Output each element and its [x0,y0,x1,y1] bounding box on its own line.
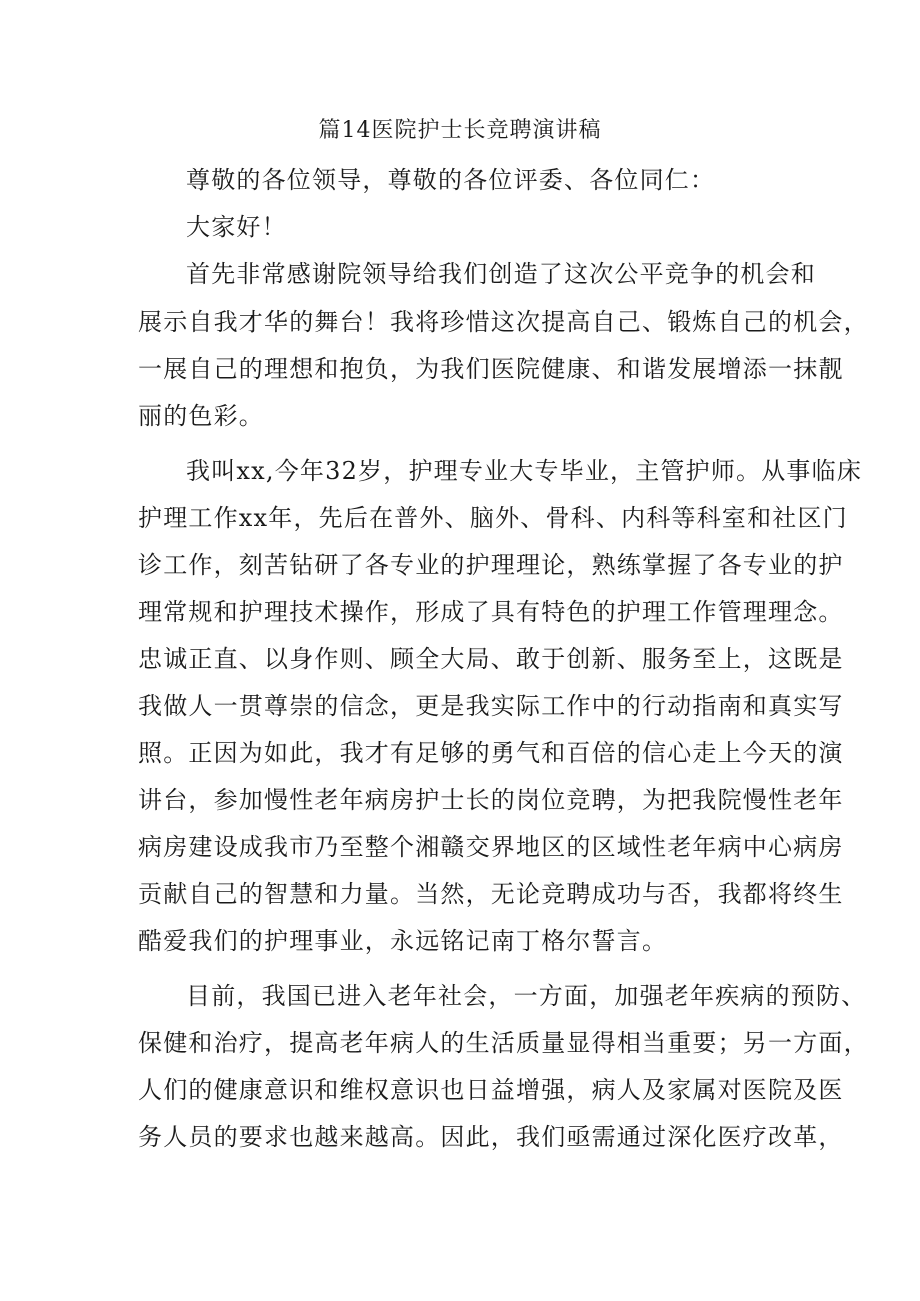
paragraph-3-line-4: 务人员的要求也越来越高。因此，我们亟需通过深化医疗改革， [138,1123,844,1151]
paragraph-2-line-8: 讲台，参加慢性老年病房护士长的岗位竞聘，为把我院慢性老年 [138,786,844,814]
paragraph-3-line-3: 人们的健康意识和维权意识也日益增强，病人及家属对医院及医 [138,1076,844,1104]
paragraph-1-line-4: 丽的色彩。 [138,402,264,430]
salutation-line: 尊敬的各位领导，尊敬的各位评委、各位同仁： [186,166,716,194]
paragraph-2-line-2: 护理工作xx年，先后在普外、脑外、骨科、内科等科室和社区门 [138,504,848,532]
paragraph-2-line-1: 我叫xx,今年32岁，护理专业大专毕业，主管护师。从事临床 [186,457,863,485]
paragraph-3-line-2: 保健和治疗，提高老年病人的生活质量显得相当重要；另一方面， [138,1029,869,1057]
paragraph-2-line-11: 酷爱我们的护理事业，永远铭记南丁格尔誓言。 [138,927,668,955]
document-title: 篇14医院护士长竞聘演讲稿 [318,118,602,143]
paragraph-1-line-3: 一展自己的理想和抱负，为我们医院健康、和谐发展增添一抹靓 [138,355,844,383]
paragraph-2-line-5: 忠诚正直、以身作则、顾全大局、敢于创新、服务至上，这既是 [138,645,844,673]
paragraph-2-line-10: 贡献自己的智慧和力量。当然，无论竞聘成功与否，我都将终生 [138,880,844,908]
paragraph-1-line-1: 首先非常感谢院领导给我们创造了这次公平竞争的机会和 [186,260,816,288]
paragraph-2-line-9: 病房建设成我市乃至整个湘赣交界地区的区域性老年病中心病房 [138,833,844,861]
paragraph-2-line-3: 诊工作，刻苦钻研了各专业的护理理论，熟练掌握了各专业的护 [138,551,844,579]
paragraph-3-line-1: 目前，我国已进入老年社会，一方面，加强老年疾病的预防、 [186,982,867,1010]
paragraph-2-line-4: 理常规和护理技术操作，形成了具有特色的护理工作管理理念。 [138,598,844,626]
paragraph-1-line-2: 展示自我才华的舞台！我将珍惜这次提高自己、锻炼自己的机会， [138,308,869,336]
paragraph-2-line-7: 照。正因为如此，我才有足够的勇气和百倍的信心走上今天的演 [138,739,844,767]
greeting-line: 大家好！ [186,213,287,241]
paragraph-2-line-6: 我做人一贯尊崇的信念，更是我实际工作中的行动指南和真实写 [138,692,844,720]
